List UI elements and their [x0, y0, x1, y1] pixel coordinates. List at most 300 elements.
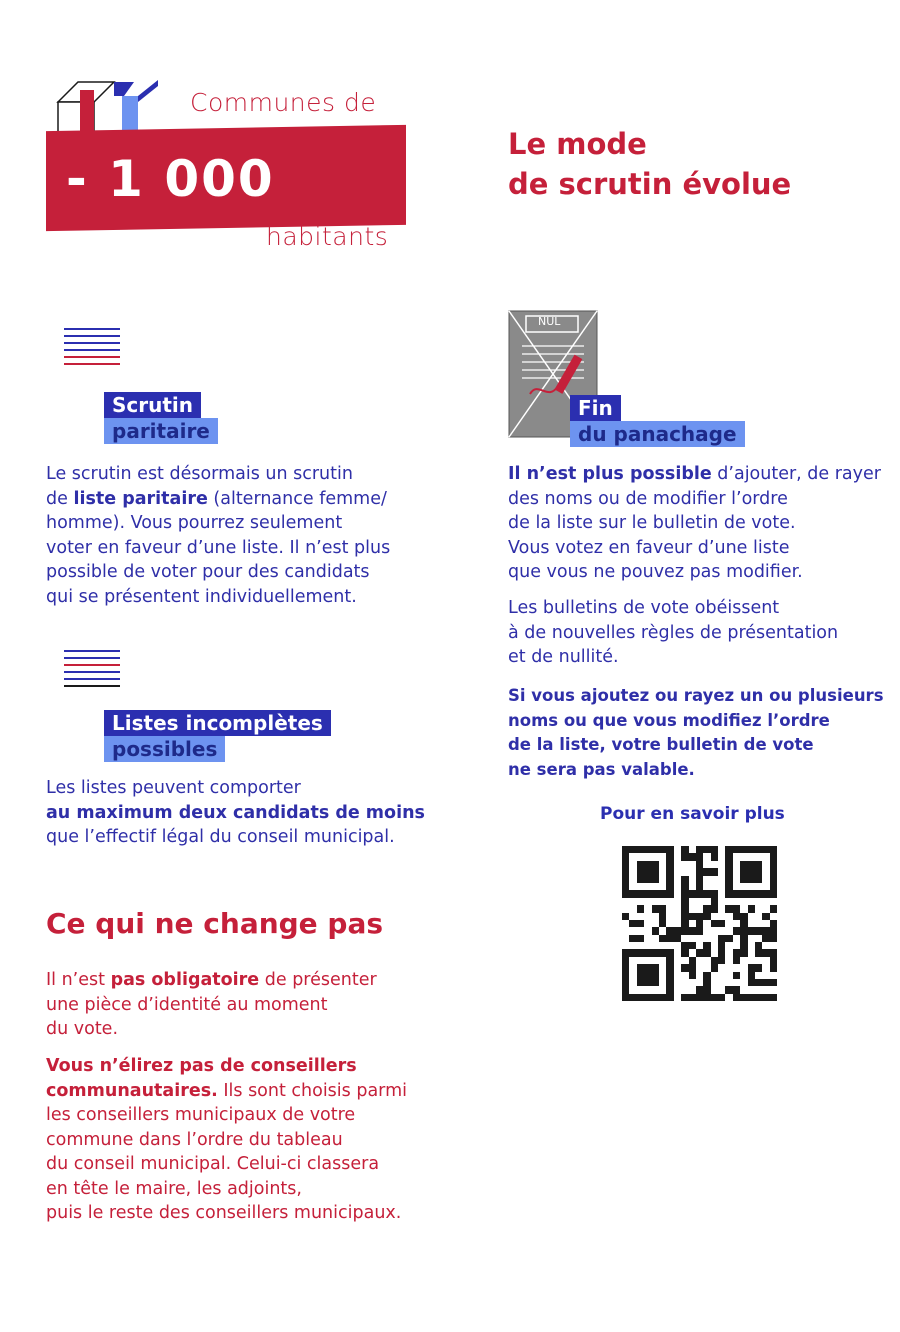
qr-module: [674, 964, 681, 971]
qr-module: [622, 861, 629, 868]
ballot-label: NUL: [538, 315, 561, 328]
qr-module: [755, 846, 762, 853]
text-line: puis le reste des conseillers municipaux.: [46, 1203, 402, 1223]
text-line: voter en faveur d’une liste. Il n’est plus: [46, 537, 391, 558]
qr-module: [659, 868, 666, 875]
qr-module: [622, 986, 629, 993]
qr-module: [681, 905, 688, 912]
qr-module: [762, 942, 769, 949]
page-title-line2: de scrutin évolue: [508, 167, 792, 201]
qr-module: [674, 986, 681, 993]
qr-module: [622, 957, 629, 964]
qr-module: [748, 868, 755, 875]
qr-module: [740, 883, 747, 890]
text-line: Vous votez en faveur d’une liste: [508, 537, 790, 558]
qr-module: [644, 861, 651, 868]
qr-module: [696, 876, 703, 883]
unchanged-paragraph-2: [46, 1054, 466, 1226]
qr-module: [718, 876, 725, 883]
qr-module: [674, 979, 681, 986]
bold-span: communautaires.: [46, 1080, 218, 1101]
text-line: qui se présentent individuellement.: [46, 586, 357, 607]
qr-module: [666, 942, 673, 949]
qr-module: [748, 994, 755, 1001]
qr-module: [711, 935, 718, 942]
qr-module: [711, 846, 718, 853]
text-line: [46, 801, 466, 826]
qr-module: [659, 920, 666, 927]
qr-module: [703, 868, 710, 875]
qr-module: [674, 957, 681, 964]
qr-module: [755, 935, 762, 942]
qr-module: [770, 883, 777, 890]
qr-module: [689, 890, 696, 897]
tag-line2: du panachage: [570, 421, 745, 447]
qr-module: [696, 861, 703, 868]
qr-module: [740, 846, 747, 853]
qr-module: [681, 972, 688, 979]
qr-module: [770, 927, 777, 934]
hero-block: [46, 76, 408, 251]
page-title: [508, 124, 791, 204]
qr-module: [666, 920, 673, 927]
bold-span: liste paritaire: [73, 488, 208, 509]
qr-module: [637, 898, 644, 905]
qr-module: [652, 898, 659, 905]
qr-module: [644, 935, 651, 942]
tag-scrutin-paritaire: [104, 392, 218, 444]
qr-module: [659, 942, 666, 949]
qr-module: [674, 972, 681, 979]
panachage-paragraph-3: [508, 684, 898, 782]
qr-module: [740, 853, 747, 860]
qr-module: [652, 883, 659, 890]
qr-module: [622, 949, 629, 956]
tag-line1: Fin: [570, 395, 621, 421]
qr-module: [644, 876, 651, 883]
qr-module: [725, 868, 732, 875]
text-line: [46, 1054, 466, 1079]
qr-module: [740, 986, 747, 993]
qr-module: [696, 913, 703, 920]
qr-module: [725, 942, 732, 949]
text-line: du conseil municipal. Celui-ci classera: [46, 1154, 380, 1174]
text-line: [46, 1079, 466, 1104]
qr-module: [718, 913, 725, 920]
text-span: de: [46, 488, 74, 509]
qr-module: [652, 935, 659, 942]
qr-module: [622, 890, 629, 897]
qr-module: [659, 979, 666, 986]
qr-module: [711, 927, 718, 934]
qr-module: [755, 986, 762, 993]
text-span: Il n’est: [46, 970, 111, 990]
qr-module: [674, 853, 681, 860]
qr-module: [659, 883, 666, 890]
qr-module: [629, 935, 636, 942]
qr-module: [748, 920, 755, 927]
qr-module: [652, 994, 659, 1001]
qr-module: [733, 913, 740, 920]
qr-module: [703, 883, 710, 890]
qr-module: [733, 868, 740, 875]
qr-module: [652, 853, 659, 860]
qr-module: [637, 957, 644, 964]
qr-module: [644, 964, 651, 971]
qr-module: [718, 994, 725, 1001]
qr-module: [689, 986, 696, 993]
qr-module: [674, 913, 681, 920]
text-line: de la liste sur le bulletin de vote.: [508, 513, 796, 533]
qr-module: [666, 883, 673, 890]
qr-module: [696, 957, 703, 964]
qr-module: [733, 972, 740, 979]
tag-line1: Listes incomplètes: [104, 710, 331, 736]
qr-module: [748, 957, 755, 964]
qr-module: [755, 883, 762, 890]
qr-module: [755, 942, 762, 949]
qr-module: [703, 920, 710, 927]
qr-module: [740, 868, 747, 875]
qr-module: [725, 972, 732, 979]
qr-module: [733, 890, 740, 897]
qr-module: [659, 972, 666, 979]
qr-module: [711, 853, 718, 860]
qr-module: [711, 876, 718, 883]
qr-module: [733, 898, 740, 905]
qr-module: [711, 920, 718, 927]
qr-module: [681, 861, 688, 868]
qr-module: [674, 942, 681, 949]
qr-module: [666, 876, 673, 883]
qr-module: [733, 942, 740, 949]
qr-module: [718, 846, 725, 853]
qr-module: [733, 927, 740, 934]
qr-module: [762, 920, 769, 927]
text-line: que l’effectif légal du conseil municipal.: [46, 827, 395, 847]
qr-code-icon[interactable]: [622, 846, 777, 1001]
qr-module: [711, 905, 718, 912]
qr-module: [762, 853, 769, 860]
qr-module: [659, 846, 666, 853]
qr-module: [622, 920, 629, 927]
qr-module: [622, 868, 629, 875]
hero-line1: Communes de: [190, 88, 377, 117]
qr-module: [725, 890, 732, 897]
qr-module: [689, 920, 696, 927]
qr-module: [740, 861, 747, 868]
qr-module: [652, 846, 659, 853]
qr-module: [711, 957, 718, 964]
qr-module: [755, 964, 762, 971]
qr-module: [740, 920, 747, 927]
qr-module: [740, 979, 747, 986]
qr-module: [770, 913, 777, 920]
qr-module: [637, 927, 644, 934]
qr-module: [770, 986, 777, 993]
qr-module: [659, 949, 666, 956]
qr-module: [652, 979, 659, 986]
qr-module: [755, 920, 762, 927]
qr-module: [703, 986, 710, 993]
qr-module: [711, 942, 718, 949]
qr-module: [725, 949, 732, 956]
striped-lines-icon: [64, 650, 120, 692]
learn-more-label: Pour en savoir plus: [600, 804, 785, 824]
bold-span: au maximum deux candidats de moins: [46, 802, 425, 823]
qr-module: [644, 957, 651, 964]
qr-module: [718, 905, 725, 912]
qr-module: [644, 868, 651, 875]
qr-module: [622, 876, 629, 883]
qr-module: [703, 935, 710, 942]
qr-module: [652, 905, 659, 912]
qr-module: [644, 883, 651, 890]
text-line: et de nullité.: [508, 647, 619, 667]
qr-module: [718, 957, 725, 964]
tag-listes-incompletes: [104, 710, 331, 762]
qr-module: [718, 920, 725, 927]
qr-module: [733, 979, 740, 986]
qr-module: [696, 986, 703, 993]
qr-module: [681, 876, 688, 883]
qr-module: [674, 890, 681, 897]
qr-module: [740, 949, 747, 956]
qr-module: [666, 964, 673, 971]
qr-module: [733, 964, 740, 971]
qr-module: [652, 949, 659, 956]
qr-module: [718, 979, 725, 986]
qr-module: [740, 913, 747, 920]
qr-module: [622, 883, 629, 890]
qr-module: [652, 972, 659, 979]
qr-module: [718, 927, 725, 934]
qr-module: [725, 905, 732, 912]
qr-module: [629, 846, 636, 853]
qr-module: [689, 942, 696, 949]
qr-module: [703, 913, 710, 920]
qr-module: [637, 979, 644, 986]
qr-module: [629, 876, 636, 883]
qr-module: [681, 853, 688, 860]
qr-module: [629, 853, 636, 860]
qr-module: [762, 846, 769, 853]
qr-module: [718, 935, 725, 942]
tag-line2: possibles: [104, 736, 225, 762]
qr-module: [725, 927, 732, 934]
qr-module: [725, 883, 732, 890]
qr-module: [681, 979, 688, 986]
qr-module: [748, 898, 755, 905]
qr-module: [748, 942, 755, 949]
qr-module: [703, 905, 710, 912]
qr-module: [696, 868, 703, 875]
qr-module: [703, 846, 710, 853]
qr-module: [748, 949, 755, 956]
text-line: Le scrutin est désormais un scrutin: [46, 464, 353, 484]
text-line: noms ou que vous modifiez l’ordre: [508, 710, 830, 730]
qr-module: [770, 898, 777, 905]
qr-module: [689, 853, 696, 860]
qr-module: [622, 846, 629, 853]
qr-module: [770, 920, 777, 927]
qr-module: [762, 905, 769, 912]
qr-module: [629, 957, 636, 964]
qr-module: [762, 986, 769, 993]
qr-module: [696, 972, 703, 979]
qr-module: [689, 994, 696, 1001]
qr-module: [711, 913, 718, 920]
qr-module: [711, 883, 718, 890]
qr-module: [718, 853, 725, 860]
qr-module: [718, 949, 725, 956]
qr-module: [748, 853, 755, 860]
qr-module: [637, 861, 644, 868]
qr-module: [637, 942, 644, 949]
qr-module: [644, 905, 651, 912]
qr-module: [703, 927, 710, 934]
qr-module: [703, 890, 710, 897]
qr-module: [681, 883, 688, 890]
qr-module: [689, 876, 696, 883]
qr-module: [644, 913, 651, 920]
qr-module: [770, 949, 777, 956]
qr-module: [725, 979, 732, 986]
qr-module: [696, 890, 703, 897]
qr-module: [755, 905, 762, 912]
qr-module: [681, 994, 688, 1001]
qr-module: [652, 876, 659, 883]
qr-module: [689, 957, 696, 964]
tag-fin-panachage: [570, 395, 745, 447]
qr-module: [637, 920, 644, 927]
qr-module: [725, 846, 732, 853]
section-title-unchanged: Ce qui ne change pas: [46, 907, 384, 940]
text-line: du vote.: [46, 1019, 119, 1039]
text-line: [46, 968, 446, 993]
qr-module: [689, 979, 696, 986]
qr-module: [652, 986, 659, 993]
text-line: des noms ou de modifier l’ordre: [508, 488, 788, 509]
qr-module: [703, 861, 710, 868]
panachage-paragraph-1: [508, 462, 898, 585]
qr-module: [725, 920, 732, 927]
qr-module: [770, 846, 777, 853]
qr-module: [652, 868, 659, 875]
qr-module: [755, 927, 762, 934]
qr-module: [755, 853, 762, 860]
qr-module: [629, 964, 636, 971]
hero-line3: habitants: [266, 222, 389, 251]
qr-module: [674, 994, 681, 1001]
qr-module: [622, 905, 629, 912]
qr-module: [674, 935, 681, 942]
qr-module: [674, 861, 681, 868]
qr-module: [703, 972, 710, 979]
qr-module: [644, 942, 651, 949]
qr-module: [689, 846, 696, 853]
qr-module: [711, 972, 718, 979]
text-line: [508, 462, 898, 487]
qr-module: [696, 853, 703, 860]
qr-module: [733, 883, 740, 890]
qr-module: [659, 986, 666, 993]
qr-module: [652, 927, 659, 934]
qr-module: [696, 898, 703, 905]
qr-module: [629, 972, 636, 979]
text-span: de présenter: [259, 970, 377, 990]
qr-module: [740, 876, 747, 883]
qr-module: [703, 942, 710, 949]
qr-module: [681, 927, 688, 934]
qr-module: [755, 957, 762, 964]
qr-module: [725, 876, 732, 883]
qr-module: [689, 905, 696, 912]
qr-module: [689, 868, 696, 875]
qr-module: [629, 994, 636, 1001]
qr-module: [666, 861, 673, 868]
qr-module: [652, 942, 659, 949]
qr-module: [770, 957, 777, 964]
qr-module: [696, 979, 703, 986]
qr-module: [718, 868, 725, 875]
qr-module: [696, 927, 703, 934]
qr-module: [666, 986, 673, 993]
text-line: Si vous ajoutez ou rayez un ou plusieurs: [508, 686, 884, 705]
qr-module: [622, 979, 629, 986]
qr-module: [748, 913, 755, 920]
qr-module: [711, 986, 718, 993]
qr-module: [733, 876, 740, 883]
qr-module: [689, 913, 696, 920]
qr-module: [659, 964, 666, 971]
qr-module: [770, 868, 777, 875]
qr-module: [637, 949, 644, 956]
qr-module: [770, 935, 777, 942]
text-line: en tête le maire, les adjoints,: [46, 1178, 302, 1199]
qr-module: [629, 986, 636, 993]
listes-paragraph: [46, 776, 466, 850]
qr-module: [718, 972, 725, 979]
qr-module: [637, 890, 644, 897]
qr-module: [703, 949, 710, 956]
text-line: commune dans l’ordre du tableau: [46, 1129, 343, 1150]
text-line: de la liste, votre bulletin de vote: [508, 735, 814, 754]
qr-module: [644, 920, 651, 927]
qr-module: [711, 994, 718, 1001]
qr-module: [681, 957, 688, 964]
qr-module: [762, 876, 769, 883]
qr-module: [696, 964, 703, 971]
qr-module: [748, 927, 755, 934]
qr-module: [681, 890, 688, 897]
qr-module: [629, 979, 636, 986]
text-line: Les bulletins de vote obéissent: [508, 598, 780, 618]
qr-module: [748, 905, 755, 912]
qr-module: [666, 913, 673, 920]
qr-module: [740, 935, 747, 942]
qr-module: [696, 846, 703, 853]
qr-module: [748, 861, 755, 868]
qr-module: [622, 927, 629, 934]
qr-module: [629, 913, 636, 920]
qr-module: [733, 905, 740, 912]
qr-module: [703, 964, 710, 971]
bold-span: Il n’est plus possible: [508, 464, 712, 484]
qr-module: [681, 942, 688, 949]
qr-module: [733, 957, 740, 964]
qr-module: [622, 935, 629, 942]
